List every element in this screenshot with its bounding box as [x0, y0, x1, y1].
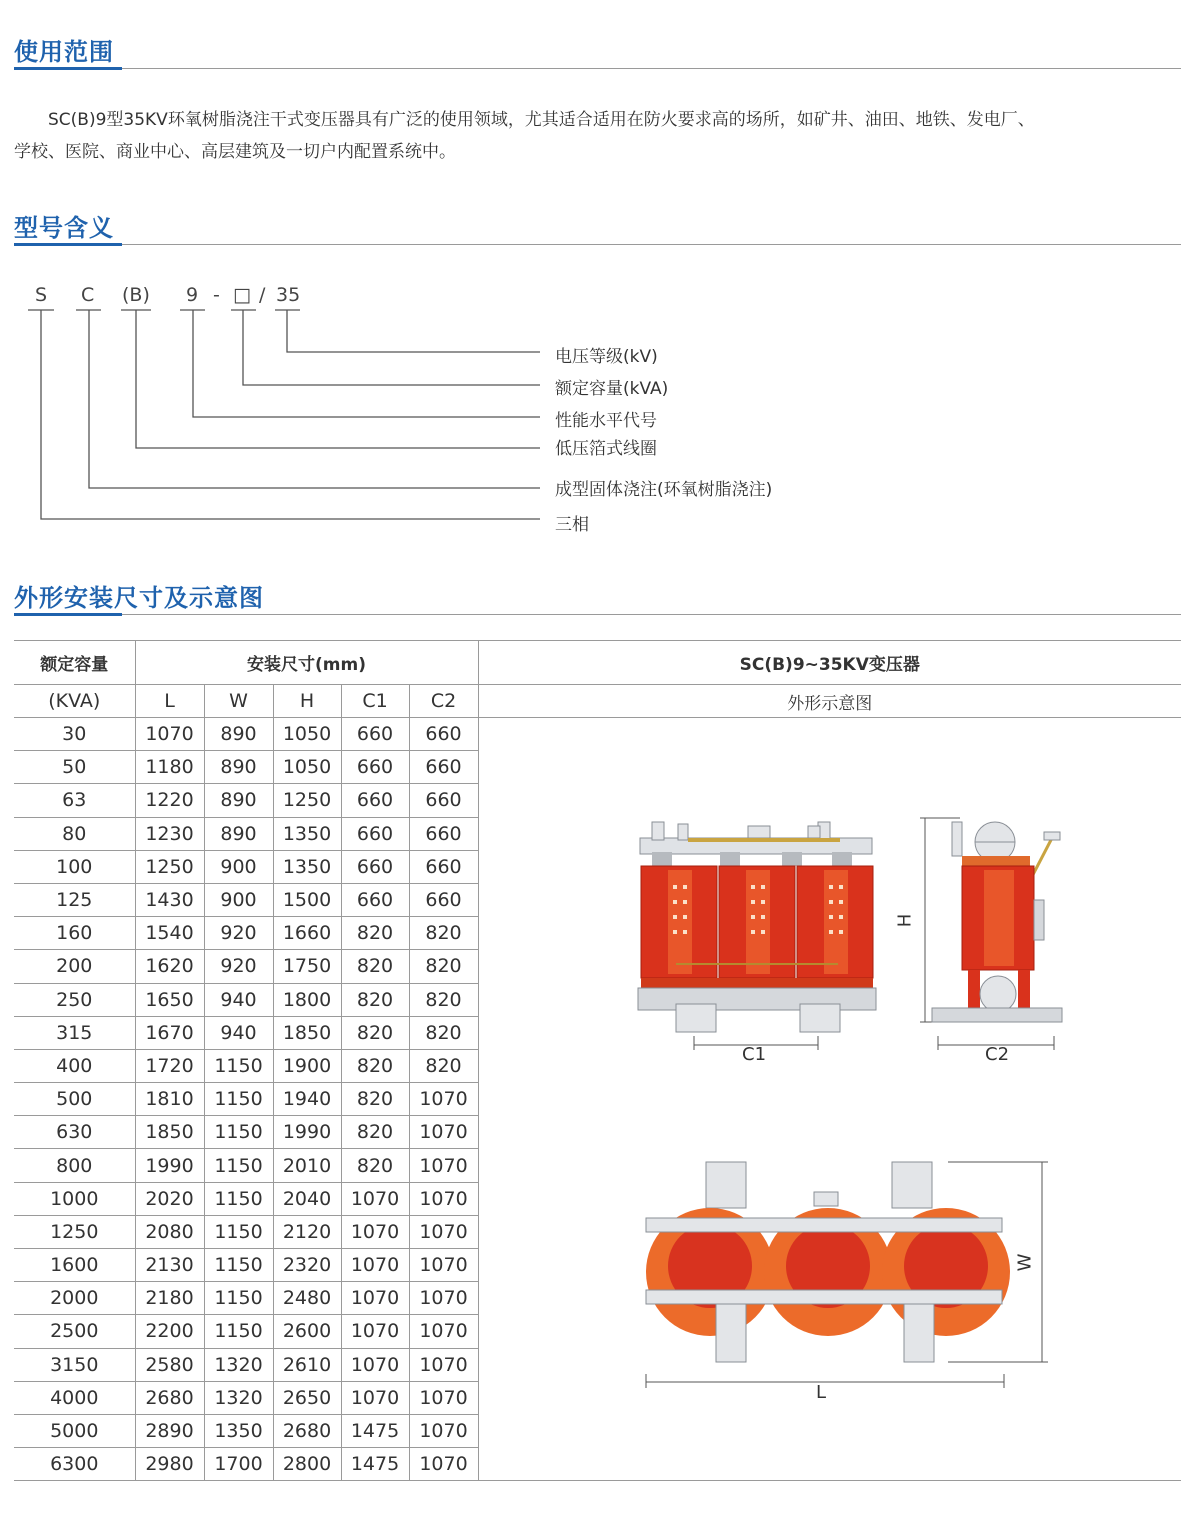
- cell-h: 2610: [273, 1348, 341, 1381]
- cell-l: 2890: [135, 1414, 204, 1447]
- col-header-h: H: [273, 685, 341, 718]
- col-header-c1: C1: [341, 685, 409, 718]
- cell-w: 890: [204, 784, 273, 817]
- cell-capacity: 5000: [14, 1414, 135, 1447]
- side-view: [920, 818, 1062, 1050]
- cell-h: 2120: [273, 1215, 341, 1248]
- usage-line-1: SC(B)9型35KV环氧树脂浇注干式变压器具有广泛的使用领域，尤其适合适用在防火要求高的场所，如矿井、油田、地铁、发电厂、: [48, 110, 1035, 130]
- cell-w: 890: [204, 817, 273, 850]
- cell-c1: 660: [341, 850, 409, 883]
- cell-l: 1720: [135, 1049, 204, 1082]
- cell-w: 1150: [204, 1315, 273, 1348]
- cell-capacity: 315: [14, 1016, 135, 1049]
- code-char-dash: -: [213, 284, 220, 306]
- model-section-title: 型号含义: [14, 214, 114, 242]
- cell-c1: 1070: [341, 1381, 409, 1414]
- cell-h: 1900: [273, 1049, 341, 1082]
- code-char-s: S: [35, 284, 48, 306]
- cell-h: 1250: [273, 784, 341, 817]
- header-install-dims: 安装尺寸(mm): [135, 641, 478, 685]
- cell-w: 900: [204, 883, 273, 916]
- header-drawing: 外形示意图: [478, 685, 1181, 718]
- cell-l: 1670: [135, 1016, 204, 1049]
- cell-c2: 1070: [409, 1083, 478, 1116]
- cell-c1: 820: [341, 950, 409, 983]
- cell-c2: 660: [409, 751, 478, 784]
- header-product: SC(B)9~35KV变压器: [478, 641, 1181, 685]
- cell-c1: 820: [341, 1083, 409, 1116]
- cell-c1: 1475: [341, 1448, 409, 1481]
- cell-capacity: 125: [14, 883, 135, 916]
- cell-capacity: 200: [14, 950, 135, 983]
- cell-w: 1150: [204, 1116, 273, 1149]
- cell-c2: 1070: [409, 1414, 478, 1447]
- cell-c1: 660: [341, 718, 409, 751]
- dim-label-w: W: [1014, 1253, 1036, 1272]
- cell-w: 1150: [204, 1282, 273, 1315]
- cell-l: 1540: [135, 917, 204, 950]
- cell-w: 900: [204, 850, 273, 883]
- cell-l: 2180: [135, 1282, 204, 1315]
- transformer-outline-drawing: [478, 718, 1181, 1482]
- col-header-c2: C2: [409, 685, 478, 718]
- cell-c1: 660: [341, 817, 409, 850]
- code-char-b: (B): [122, 284, 150, 306]
- cell-capacity: 100: [14, 850, 135, 883]
- dim-label-c1: C1: [742, 1044, 767, 1065]
- cell-h: 1750: [273, 950, 341, 983]
- cell-c2: 820: [409, 950, 478, 983]
- cell-c1: 1475: [341, 1414, 409, 1447]
- cell-c2: 820: [409, 983, 478, 1016]
- cell-c2: 1070: [409, 1149, 478, 1182]
- cell-capacity: 1000: [14, 1182, 135, 1215]
- cell-c2: 1070: [409, 1348, 478, 1381]
- dim-label-l: L: [816, 1382, 827, 1403]
- code-char-35: 35: [276, 284, 301, 306]
- cell-c2: 660: [409, 817, 478, 850]
- cell-h: 2680: [273, 1414, 341, 1447]
- cell-l: 1430: [135, 883, 204, 916]
- cell-l: 2680: [135, 1381, 204, 1414]
- code-char-c: C: [81, 284, 95, 306]
- cell-c2: 1070: [409, 1315, 478, 1348]
- usage-section-title: 使用范围: [14, 38, 114, 66]
- cell-l: 2980: [135, 1448, 204, 1481]
- cell-c2: 820: [409, 1049, 478, 1082]
- cell-h: 2040: [273, 1182, 341, 1215]
- cell-c1: 820: [341, 983, 409, 1016]
- cell-c1: 1070: [341, 1282, 409, 1315]
- cell-h: 2320: [273, 1249, 341, 1282]
- cell-w: 920: [204, 917, 273, 950]
- cell-c2: 660: [409, 784, 478, 817]
- cell-c2: 1070: [409, 1448, 478, 1481]
- cell-c1: 660: [341, 883, 409, 916]
- cell-capacity: 500: [14, 1083, 135, 1116]
- cell-l: 1250: [135, 850, 204, 883]
- cell-w: 1150: [204, 1149, 273, 1182]
- cell-capacity: 63: [14, 784, 135, 817]
- cell-c2: 1070: [409, 1381, 478, 1414]
- cell-h: 1660: [273, 917, 341, 950]
- cell-w: 1320: [204, 1381, 273, 1414]
- cell-c1: 820: [341, 1049, 409, 1082]
- cell-c2: 820: [409, 917, 478, 950]
- cell-l: 2200: [135, 1315, 204, 1348]
- cell-capacity: 2500: [14, 1315, 135, 1348]
- dim-label-h: H: [894, 913, 916, 928]
- cell-capacity: 80: [14, 817, 135, 850]
- cell-capacity: 250: [14, 983, 135, 1016]
- cell-c2: 1070: [409, 1116, 478, 1149]
- cell-l: 1650: [135, 983, 204, 1016]
- cell-w: 1150: [204, 1182, 273, 1215]
- cell-c2: 660: [409, 883, 478, 916]
- dim-label-c2: C2: [985, 1044, 1010, 1065]
- cell-w: 920: [204, 950, 273, 983]
- cell-w: 1150: [204, 1249, 273, 1282]
- cell-c1: 660: [341, 751, 409, 784]
- cell-c2: 1070: [409, 1249, 478, 1282]
- cell-capacity: 50: [14, 751, 135, 784]
- cell-l: 2130: [135, 1249, 204, 1282]
- code-char-9: 9: [186, 284, 199, 306]
- cell-capacity: 30: [14, 718, 135, 751]
- cell-l: 1620: [135, 950, 204, 983]
- cell-h: 1850: [273, 1016, 341, 1049]
- cell-c1: 820: [341, 1016, 409, 1049]
- cell-h: 2600: [273, 1315, 341, 1348]
- cell-capacity: 6300: [14, 1448, 135, 1481]
- cell-c2: 1070: [409, 1282, 478, 1315]
- cell-c1: 1070: [341, 1348, 409, 1381]
- cell-c2: 1070: [409, 1215, 478, 1248]
- cell-c2: 660: [409, 718, 478, 751]
- cell-w: 940: [204, 1016, 273, 1049]
- header-capacity: 额定容量: [14, 641, 135, 685]
- cell-capacity: 400: [14, 1049, 135, 1082]
- col-header-w: W: [204, 685, 273, 718]
- cell-capacity: 160: [14, 917, 135, 950]
- cell-h: 1940: [273, 1083, 341, 1116]
- cell-h: 1050: [273, 718, 341, 751]
- cell-c1: 820: [341, 1149, 409, 1182]
- cell-c1: 1070: [341, 1215, 409, 1248]
- front-view: [638, 822, 876, 1050]
- cell-h: 2480: [273, 1282, 341, 1315]
- header-unit: (KVA): [14, 685, 135, 718]
- cell-c2: 820: [409, 1016, 478, 1049]
- cell-h: 2800: [273, 1448, 341, 1481]
- cell-l: 1230: [135, 817, 204, 850]
- dims-section-accent: [14, 613, 122, 616]
- cell-h: 2010: [273, 1149, 341, 1182]
- cell-c1: 1070: [341, 1315, 409, 1348]
- meaning-performance-code: 性能水平代号: [555, 411, 657, 431]
- cell-capacity: 4000: [14, 1381, 135, 1414]
- cell-h: 1050: [273, 751, 341, 784]
- code-char-slash: /: [259, 284, 266, 306]
- cell-w: 890: [204, 751, 273, 784]
- cell-l: 1850: [135, 1116, 204, 1149]
- cell-h: 1350: [273, 817, 341, 850]
- cell-c1: 1070: [341, 1182, 409, 1215]
- cell-w: 1150: [204, 1083, 273, 1116]
- meaning-voltage-class: 电压等级(kV): [555, 347, 658, 367]
- cell-c1: 820: [341, 917, 409, 950]
- cell-l: 1220: [135, 784, 204, 817]
- cell-l: 2080: [135, 1215, 204, 1248]
- cell-l: 2020: [135, 1182, 204, 1215]
- cell-l: 1810: [135, 1083, 204, 1116]
- cell-h: 2650: [273, 1381, 341, 1414]
- cell-capacity: 800: [14, 1149, 135, 1182]
- cell-l: 1180: [135, 751, 204, 784]
- cell-h: 1990: [273, 1116, 341, 1149]
- meaning-cast-resin: 成型固体浇注(环氧树脂浇注): [555, 480, 773, 500]
- top-view: [646, 1162, 1048, 1388]
- cell-h: 1800: [273, 983, 341, 1016]
- meaning-three-phase: 三相: [555, 515, 589, 535]
- cell-capacity: 2000: [14, 1282, 135, 1315]
- cell-l: 1070: [135, 718, 204, 751]
- cell-capacity: 3150: [14, 1348, 135, 1381]
- cell-w: 1320: [204, 1348, 273, 1381]
- meaning-rated-capacity: 额定容量(kVA): [555, 379, 669, 399]
- cell-w: 1150: [204, 1215, 273, 1248]
- usage-line-2: 学校、医院、商业中心、高层建筑及一切户内配置系统中。: [14, 142, 456, 162]
- cell-w: 940: [204, 983, 273, 1016]
- cell-c1: 1070: [341, 1249, 409, 1282]
- cell-h: 1500: [273, 883, 341, 916]
- cell-capacity: 1250: [14, 1215, 135, 1248]
- cell-c2: 660: [409, 850, 478, 883]
- cell-w: 1350: [204, 1414, 273, 1447]
- cell-c1: 820: [341, 1116, 409, 1149]
- cell-l: 2580: [135, 1348, 204, 1381]
- col-header-l: L: [135, 685, 204, 718]
- cell-h: 1350: [273, 850, 341, 883]
- cell-c2: 1070: [409, 1182, 478, 1215]
- dims-section-divider: [14, 614, 1181, 615]
- meaning-foil-winding: 低压箔式线圈: [555, 439, 657, 459]
- cell-w: 890: [204, 718, 273, 751]
- cell-w: 1150: [204, 1049, 273, 1082]
- cell-capacity: 630: [14, 1116, 135, 1149]
- cell-w: 1700: [204, 1448, 273, 1481]
- code-char-box: □: [233, 284, 251, 306]
- cell-c1: 660: [341, 784, 409, 817]
- cell-l: 1990: [135, 1149, 204, 1182]
- dims-section-title: 外形安装尺寸及示意图: [14, 584, 264, 612]
- cell-capacity: 1600: [14, 1249, 135, 1282]
